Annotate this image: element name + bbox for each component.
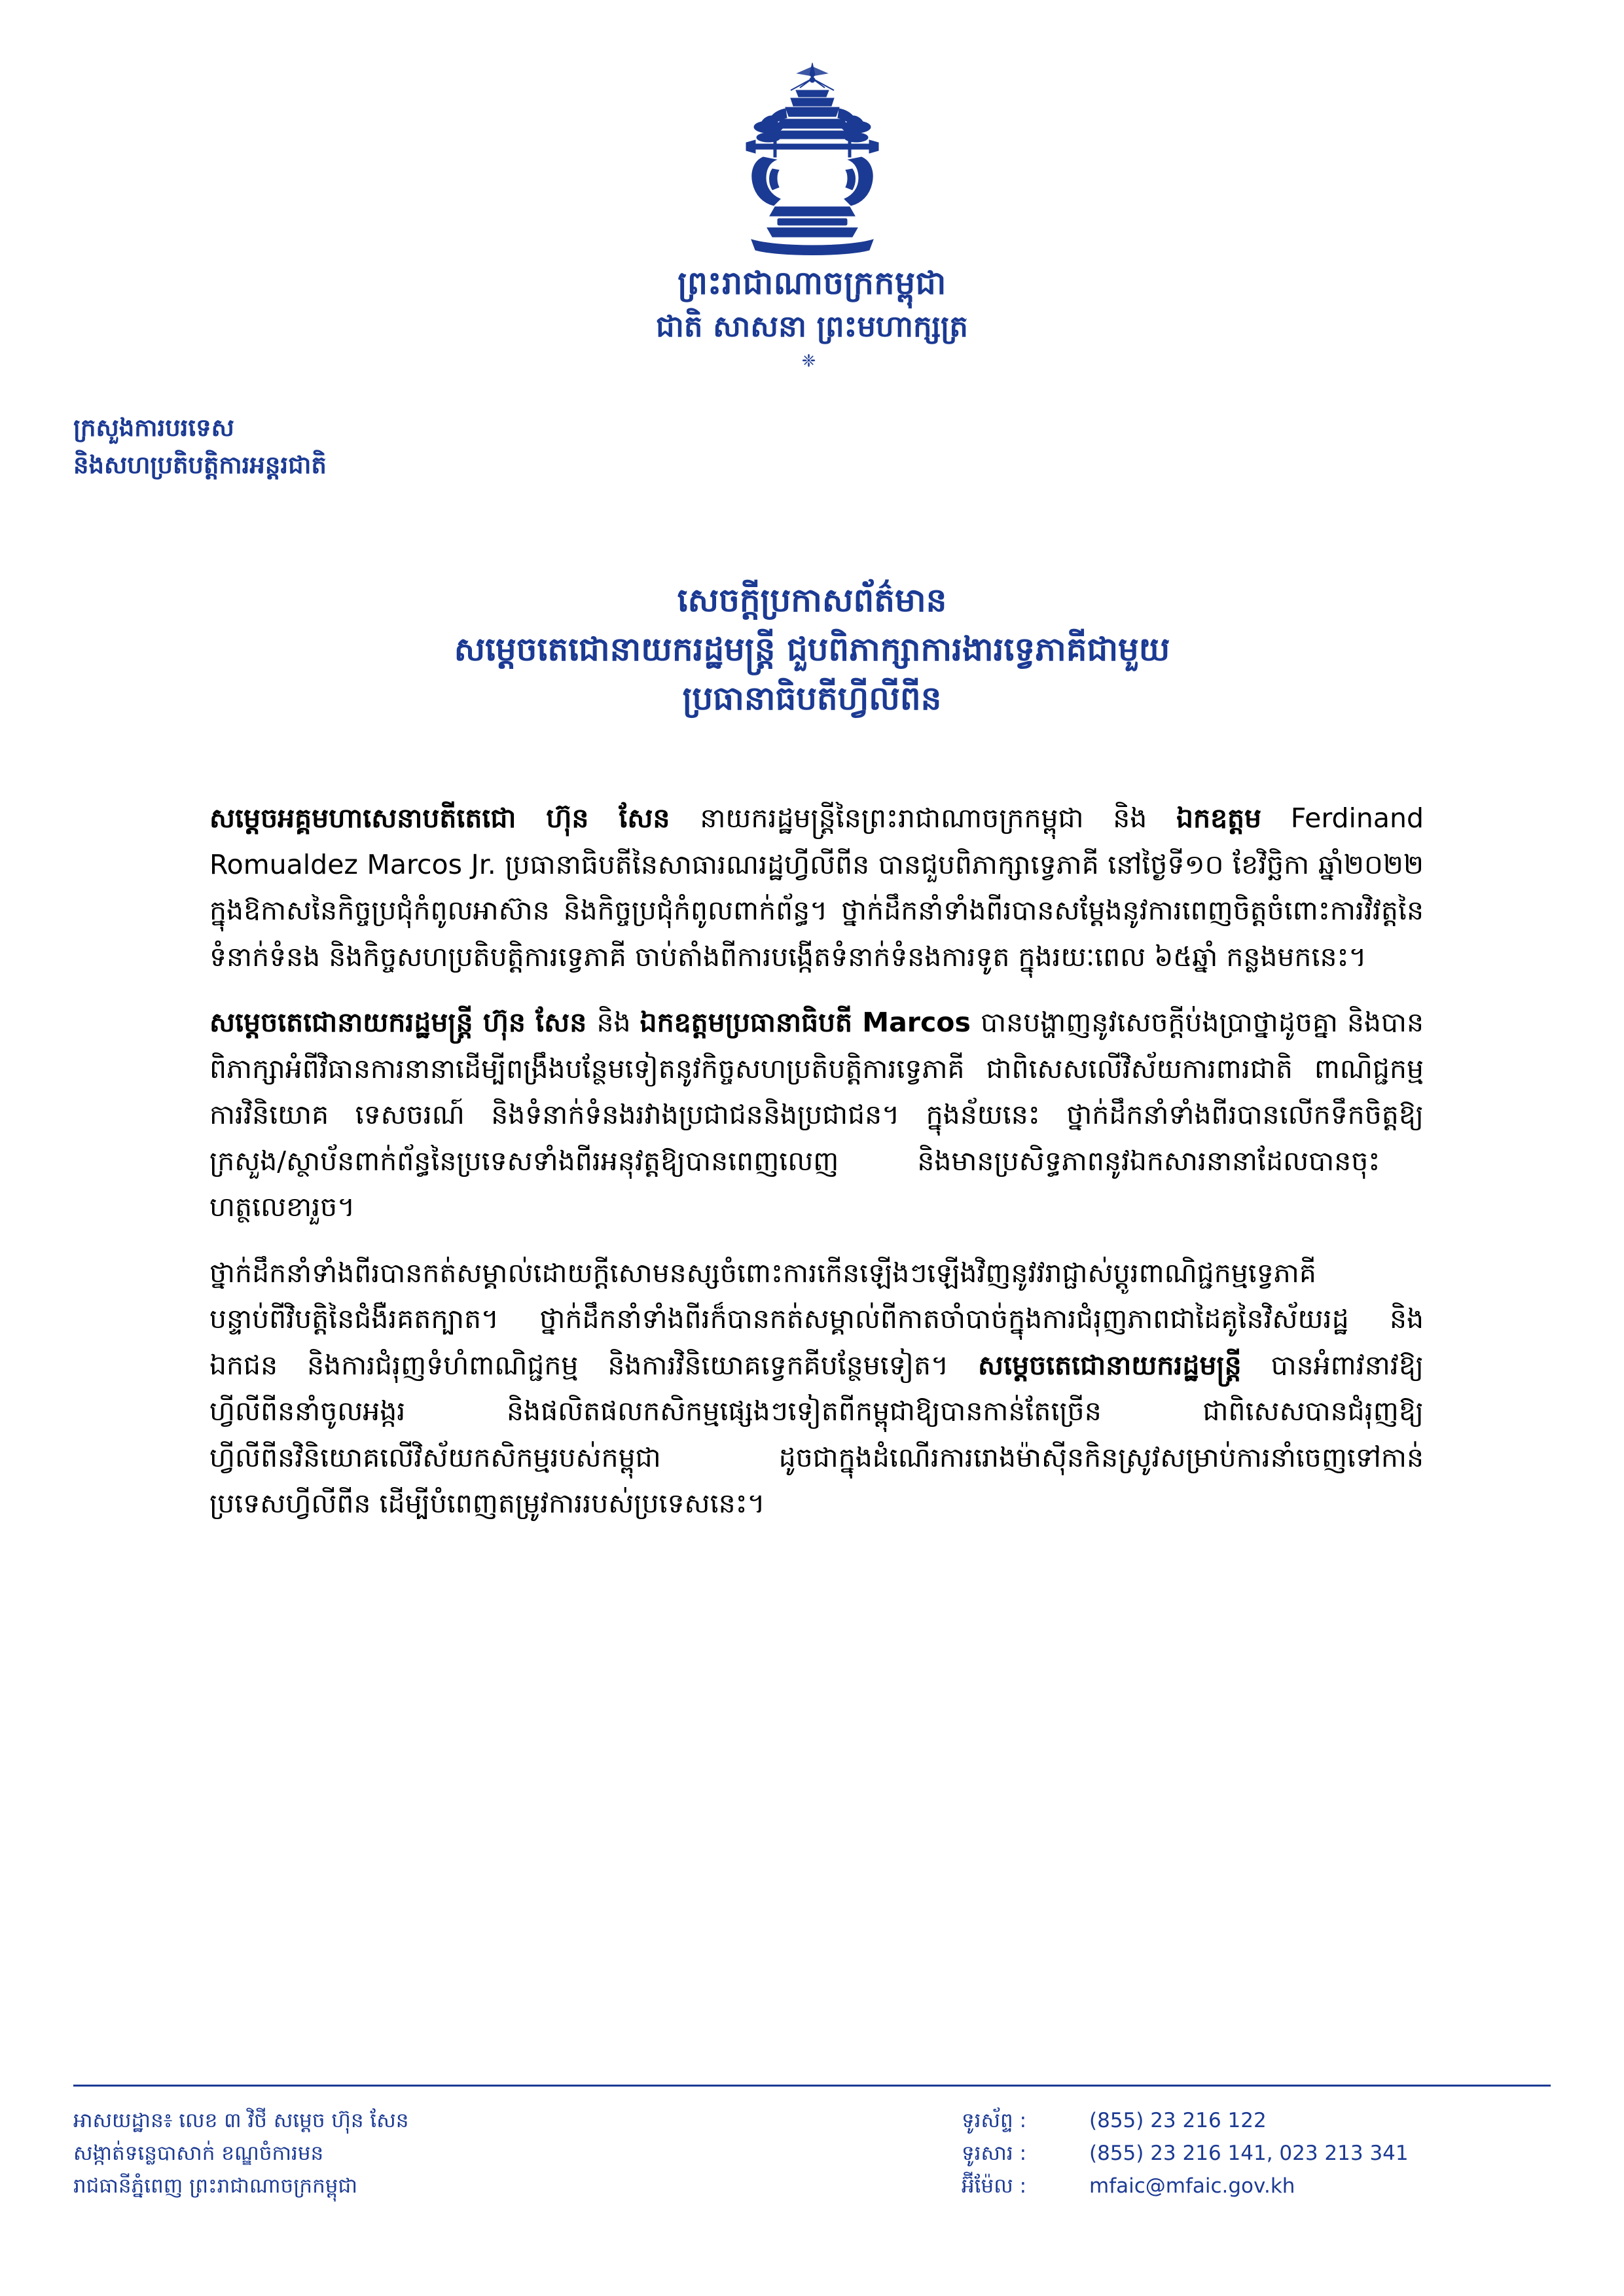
kingdom-line-2: ជាតិ សាសនា ព្រះមហាក្សត្រ (656, 309, 968, 344)
body-paragraph (209, 795, 1424, 980)
body-text: បានបង្ហាញនូវសេចក្តីប់ងប្រាថ្នាដូចគ្នា និងបានពិភាក្សាអំពីវិធានការនានាដើម្បីពង្រឹងបន្ថែមទៀតនូវកិច្ចសហប្រតិបត្តិការទេ្វភាគី ជាពិសេសលើវិស័យការពារជាតិ ពាណិជ្ជកម្ម ការវិនិយោគ ទេសចរណ៍ និងទំនាក់ទំនងរវាងប្រជាជននិងប្រជាជន។ ក្នុងន័យនេះ ថ្នាក់ដឹកនាំទាំងពីរបានលើកទឹកចិត្តឱ្យក្រសួង/ស្ថាប័នពាក់ព័ន្ធនៃប្រទេសទាំងពីរអនុវត្តឱ្យបានពេញលេញ (209, 1007, 1424, 1177)
body-paragraph (209, 1250, 1424, 1527)
emphasis-text: ឯកឧត្តម (1176, 802, 1262, 834)
footer-contact-label: ទូរសារ : (962, 2142, 1027, 2166)
footer-address (73, 2104, 892, 2203)
page-title (0, 576, 1624, 723)
body-text: នាយករដ្ឋមន្ត្រីនៃព្រះរាជាណាចក្រកម្ពុជា និង (700, 802, 1176, 834)
footer-contact-value: (855) 23 216 122 (1089, 2109, 1267, 2132)
document-body (209, 795, 1424, 1527)
footer-address-line: សង្កាត់ទន្លេបាសាក់ ខណ្ឌចំការមន (73, 2142, 324, 2166)
emphasis-text: សម្តេចអគ្គមហាសេនាបតីតេជោ ហ៊ុន សែន (209, 802, 700, 834)
body-text: បានអំពាវនាវឱ្យហ្វីលីពីននាំចូលអង្ករ និងផលិតផលកសិកម្មផ្សេងៗទៀតពីកម្ពុជាឱ្យបានកាន់តែច្រើន ជាពិសេសបានជំរុញឱ្យហ្វីលីពីនវិនិយោគលើវិស័យកសិកម្មរបស់កម្ពុជា ដូចជាក្នុងដំណើរការរោងម៉ាស៊ីនកិនស្រូវសម្រាប់ការនាំចេញទៅកាន់ប្រទេសហ្វីលីពីន ដើម្បីបំពេញតម្រូវការរបស់ប្រទេសនេះ។ (209, 1349, 1424, 1520)
body-text: ថ្នាក់ដឹកនាំទាំងពីរបានកត់សម្គាល់ដោយក្តីសោមនស្សចំពោះការកើនឡើងៗឡើងវិញនូវវរាជ្ផាស់ប្តូរពាណិជ្ជកម្មទេ្វភាគី (209, 1257, 1316, 1289)
emphasis-text: សម្តេចតេជោនាយករដ្ឋមន្ត្រី ហ៊ុន សែន (209, 1007, 597, 1039)
emblem-container (0, 59, 1624, 255)
body-text: និងមានប្រសិទ្ធភាពនូវឯកសារនានាដែលបានចុះហត្ថលេខារួច។ (209, 1145, 1380, 1223)
footer-contact-row (962, 2137, 1551, 2170)
footer-contact-value: mfaic@mfaic.gov.kh (1089, 2174, 1295, 2198)
footer-contact-value: (855) 23 216 141, 023 213 341 (1089, 2142, 1409, 2166)
cambodia-royal-emblem-icon (717, 59, 907, 255)
title-line-2: សម្តេចតេជោនាយករដ្ឋមន្ត្រី ជួបពិភាក្សាការងារទេ្វភាគីជាមួយ (454, 630, 1170, 668)
footer-contact-label: ទូរស័ព្ទ : (962, 2109, 1027, 2132)
footer-contact-row (962, 2104, 1551, 2137)
body-text: Ferdinand Romualdez Marcos Jr. ប្រធានាធិបតីនៃសាធារណរដ្ឋហ្វីលីពីន បានជួបពិភាក្សាទេ្វភាគី នៅថ្ងៃទី១០ ខែវិច្ឆិកា ឆ្នាំ២០២២ ក្នុងឱកាសនៃកិច្ចប្រជុំកំពូលអាស៊ាន និងកិច្ចប្រជុំកំពូលពាក់ព័ន្ធ។ ថ្នាក់ដឹកនាំទាំងពីរបានសម្តែងនូវការពេញចិត្តចំពោះការវិវត្តនៃទំនាក់ទំនង និងកិច្ចសហប្រតិបត្តិការទេ្វភាគី ចាប់តាំងពីការបង្កើតទំនាក់ទំនងការទូត ក្នុងរយៈពេល ៦៥ឆ្នាំ កន្លងមកនេះ។ (209, 802, 1424, 973)
footer-divider (73, 2085, 1551, 2087)
footer-contacts (962, 2104, 1551, 2203)
footer-address-line: រាជធានីភ្នំពេញ ព្រះរាជាណាចក្រកម្ពុជា (73, 2174, 357, 2198)
body-paragraph (209, 999, 1424, 1230)
ministry-line-2: និងសហប្រតិបត្តិការអន្តរជាតិ (73, 451, 327, 480)
fleuron-ornament-icon: ❈ (801, 351, 823, 372)
title-line-3: ប្រធានាធិបតីហ្វីលីពីន (682, 679, 942, 717)
body-text: និង (596, 1007, 640, 1039)
body-text: បន្ទាប់ពីវិបត្តិនៃជំងឺរគតក្បាត។ ថ្នាក់ដឹកនាំទាំងពីរក៏បានកត់សម្គាល់ពីកាតចាំបាច់ក្នុងការជំរុញភាពជាដៃគូនៃវិស័យរដ្ឋ និងឯកជន និងការជំរុញទំហំពាណិជ្ជកម្ម និងការវិនិយោគទេ្វកគីបន្ថែមទៀត។ (209, 1303, 1424, 1381)
ministry-line-1: ក្រសួងការបរទេស (73, 414, 234, 442)
kingdom-heading (0, 262, 1624, 371)
footer-contact-label: អ៊ីម៉ែល : (962, 2174, 1027, 2198)
kingdom-line-1: ព្រះរាជាណាចក្រកម្ពុជា (677, 264, 947, 302)
emphasis-text: ឯកឧត្តមប្រធានាធិបតី Marcos (640, 1007, 981, 1039)
title-line-1: សេចក្តីប្រកាសព័ត៌មាន (677, 581, 947, 619)
ministry-block (73, 409, 327, 484)
footer-address-line: អាសយដ្ឋាន៖ លេខ ៣ វិថី សម្តេច ហ៊ុន សែន (73, 2109, 409, 2132)
footer-contact-row (962, 2170, 1551, 2202)
emphasis-text: សម្តេចតេជោនាយករដ្ឋមន្ត្រី (978, 1349, 1242, 1381)
